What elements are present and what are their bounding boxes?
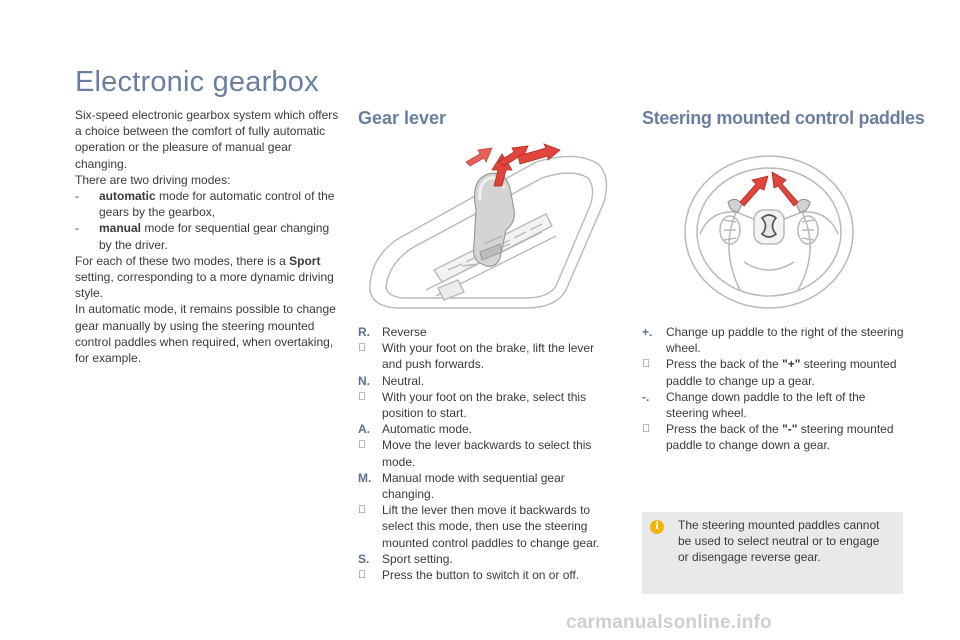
list-item: A. Automatic mode. — [358, 422, 473, 437]
pointer-icon — [642, 356, 666, 388]
list-item: Press the button to switch it on or off. — [358, 567, 608, 583]
gear-lever-heading: Gear lever — [358, 108, 447, 128]
list-item: Lift the lever then move it backwards to select this mode, then use the steering mounted control paddles to change gear. — [358, 502, 608, 551]
note-text: The steering mounted paddles cannot be used to select neutral or to engage or disengage reverse gear. — [678, 518, 880, 565]
list-item: R. Reverse — [358, 325, 427, 339]
mode-item: - manual mode for sequential gear changing by the driver. — [75, 221, 330, 252]
list-item: Press the back of the "-" steering mounted paddle to change down a gear. — [642, 421, 904, 453]
list-item: +. Change up paddle to the right of the steering wheel. — [642, 325, 904, 356]
list-item: M. Manual mode with sequential gear changing. — [358, 470, 565, 502]
info-note — [642, 512, 903, 594]
list-item: S. Sport setting. — [358, 551, 453, 566]
intro-para: Six-speed electronic gearbox system which offers a choice between the comfort of fully automatic operation or the pleasure of manual gear changing. — [75, 108, 339, 171]
page-title: Electronic gearbox — [75, 66, 319, 98]
intro-para: In automatic mode, it remains possible to change gear manually by using the steering mounted control paddles when required, when overtaking, for example. — [75, 302, 336, 366]
info-icon: i — [650, 520, 664, 534]
steering-wheel-illustration — [680, 150, 858, 310]
pointer-icon — [358, 567, 382, 583]
mode-item: - automatic mode for automatic control of the gears by the gearbox, — [75, 189, 335, 220]
gear-lever-illustration — [366, 140, 612, 316]
watermark: carmanualsonline.info — [566, 612, 772, 633]
pointer-icon — [642, 421, 666, 453]
pointer-icon — [358, 437, 382, 469]
pointer-icon — [358, 502, 382, 551]
intro-para: For each of these two modes, there is a Sport setting, corresponding to a more dynamic driving style. — [75, 253, 334, 301]
list-item: With your foot on the brake, lift the lever and push forwards. — [358, 340, 608, 372]
list-item: N. Neutral. — [358, 373, 425, 388]
paddles-list — [642, 324, 904, 454]
list-item: -. Change down paddle to the left of the steering wheel. — [642, 389, 866, 421]
gear-lever-list — [358, 324, 608, 583]
list-item: Move the lever backwards to select this mode. — [358, 437, 608, 469]
pointer-icon — [358, 389, 382, 421]
intro-para: There are two driving modes: — [75, 172, 231, 187]
list-item: Press the back of the "+" steering mounted paddle to change up a gear. — [642, 356, 904, 388]
intro-text — [75, 107, 340, 366]
paddles-heading: Steering mounted control paddles — [642, 108, 925, 128]
pointer-icon — [358, 340, 382, 372]
list-item: With your foot on the brake, select this position to start. — [358, 389, 608, 421]
